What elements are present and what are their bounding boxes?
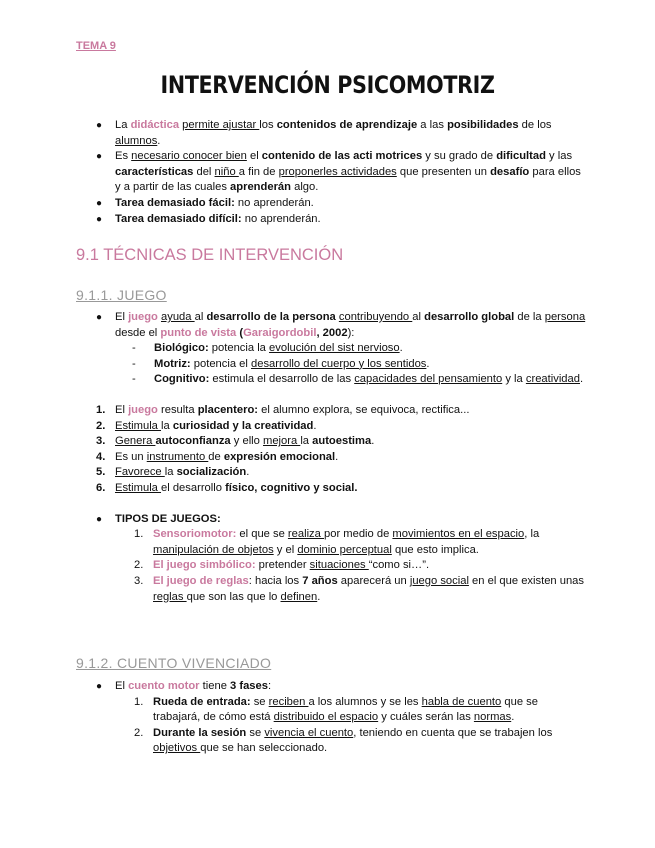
sub-item: - Motriz: potencia el desarrollo del cuerpo y los sentidos. bbox=[132, 357, 430, 370]
subsection-heading-cuento: 9.1.2. CUENTO VIVENCIADO bbox=[76, 655, 272, 671]
intro-list bbox=[76, 118, 586, 227]
bullet-icon: ● bbox=[96, 151, 103, 163]
numbered-item: 3. Genera autoconfianza y ello mejora la autoestima. bbox=[96, 435, 375, 448]
numbered-item: 1. El juego resulta placentero: el alumno explora, se equivoca, rectifica... bbox=[96, 403, 470, 416]
cuento-content bbox=[76, 679, 586, 757]
list-item: ● TIPOS DE JUEGOS: bbox=[76, 512, 586, 528]
numbered-item: 4. Es un instrumento de expresión emocional. bbox=[96, 450, 339, 463]
numbered-item: 2. Estimula la curiosidad y la creatividad. bbox=[96, 419, 317, 432]
section-heading: 9.1 TÉCNICAS DE INTERVENCIÓN bbox=[76, 246, 344, 264]
numbered-item: 5. Favorece la socialización. bbox=[96, 466, 250, 479]
page-title: INTERVENCIÓN PSICOMOTRIZ bbox=[160, 71, 495, 99]
sub-item: - Cognitivo: estimula el desarrollo de las capacidades del pensamiento y la creatividad. bbox=[132, 373, 584, 386]
numbered-subitem: 1. Sensoriomotor: el que se realiza por medio de movimientos en el espacio, la manipulación de objetos y el dominio perceptual que esto implica. bbox=[134, 528, 540, 556]
list-item: ● Tarea demasiado difícil: no aprenderán. bbox=[76, 212, 586, 228]
chapter-label: TEMA 9 bbox=[76, 40, 116, 52]
bullet-icon: ● bbox=[96, 197, 103, 209]
numbered-subitem: 2. El juego simbólico: pretender situaciones “como si…”. bbox=[134, 559, 430, 572]
subsection-heading-juego: 9.1.1. JUEGO bbox=[76, 287, 167, 303]
numbered-item: 6. Estimula el desarrollo físico, cognitivo y social. bbox=[96, 481, 358, 494]
list-item: ● Tarea demasiado fácil: no aprenderán. bbox=[76, 196, 586, 212]
bullet-icon: ● bbox=[96, 213, 103, 225]
bullet-icon: ● bbox=[96, 312, 103, 323]
list-item: ● El cuento motor tiene 3 fases: bbox=[76, 679, 586, 695]
juego-content bbox=[76, 310, 586, 605]
bullet-icon: ● bbox=[96, 513, 103, 525]
bullet-icon: ● bbox=[96, 120, 103, 131]
sub-item: - Biológico: potencia la evolución del sist nervioso. bbox=[132, 342, 403, 355]
bullet-icon: ● bbox=[96, 681, 103, 692]
list-item: ● Es necesario conocer bien el contenido de las acti motrices y su grado de dificultad y las características del niño a fin de proponerles actividades que presenten un desafío para ellos y a partir de las cuales aprenderán algo. bbox=[96, 150, 581, 194]
list-item: ● La didáctica permite ajustar los contenidos de aprendizaje a las posibilidades de los alumnos. bbox=[96, 119, 552, 147]
numbered-subitem: 1. Rueda de entrada: se reciben a los alumnos y se les habla de cuento que se trabajará, de cómo está distribuido el espacio y cuáles serán las normas. bbox=[134, 695, 538, 724]
numbered-subitem: 2. Durante la sesión se vivencia el cuento, teniendo en cuenta que se trabajen los objetivos que se han seleccionado. bbox=[134, 726, 553, 755]
numbered-subitem: 3. El juego de reglas: hacia los 7 años aparecerá un juego social en el que existen unas reglas que son las que lo definen. bbox=[134, 574, 585, 603]
list-item: ● El juego ayuda al desarrollo de la persona contribuyendo al desarrollo global de la persona desde el punto de vista (Garaigordobil, 2002): bbox=[96, 311, 586, 339]
